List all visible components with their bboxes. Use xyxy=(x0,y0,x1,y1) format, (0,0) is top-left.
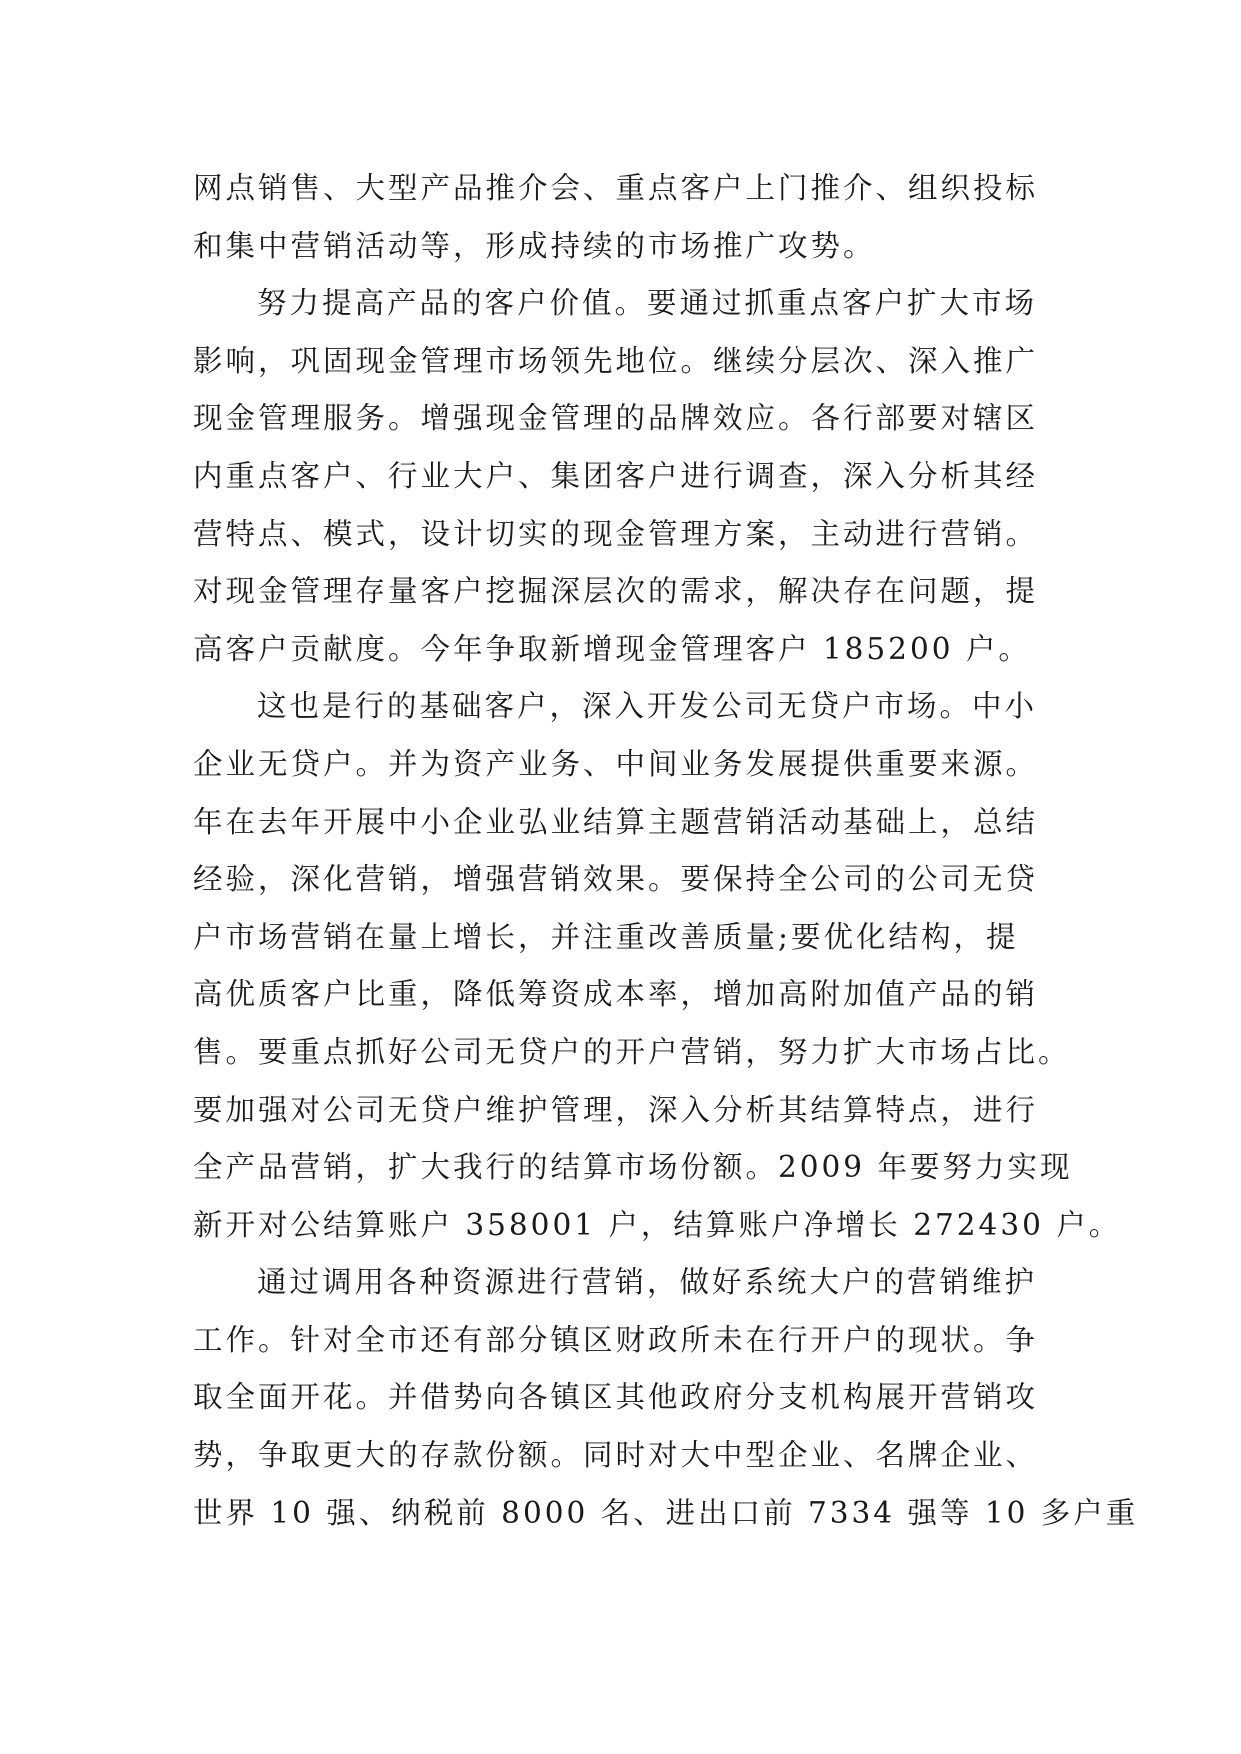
text-line: 全产品营销，扩大我行的结算市场份额。2009 年要努力实现 xyxy=(193,1150,1073,1185)
body-text xyxy=(193,160,1139,1542)
text-line: 户市场营销在量上增长，并注重改善质量;要优化结构，提 xyxy=(193,919,1019,954)
paragraph-start-line: 努力提高产品的客户价值。要通过抓重点客户扩大市场 xyxy=(257,286,1038,321)
text-line: 售。要重点抓好公司无贷户的开户营销，努力扩大市场占比。 xyxy=(193,1034,1071,1069)
text-line: 企业无贷户。并为资产业务、中间业务发展提供重要来源。 xyxy=(193,746,1039,781)
text-line: 年在去年开展中小企业弘业结算主题营销活动基础上，总结 xyxy=(193,804,1039,839)
paragraph-start-line: 通过调用各种资源进行营销，做好系统大户的营销维护 xyxy=(257,1265,1038,1300)
text-line: 世界 10 强、纳税前 8000 名、进出口前 7334 强等 10 多户重 xyxy=(193,1495,1139,1530)
text-line: 影响，巩固现金管理市场领先地位。继续分层次、深入推广 xyxy=(193,343,1039,378)
text-line: 现金管理服务。增强现金管理的品牌效应。各行部要对辖区 xyxy=(193,401,1039,436)
text-line: 经验，深化营销，增强营销效果。要保持全公司的公司无贷 xyxy=(193,862,1039,897)
text-line: 势，争取更大的存款份额。同时对大中型企业、名牌企业、 xyxy=(193,1438,1039,1473)
text-line: 营特点、模式，设计切实的现金管理方案，主动进行营销。 xyxy=(193,516,1039,551)
text-line: 取全面开花。并借势向各镇区其他政府分支机构展开营销攻 xyxy=(193,1380,1039,1415)
text-line: 工作。针对全市还有部分镇区财政所未在行开户的现状。争 xyxy=(193,1322,1039,1357)
text-line: 内重点客户、行业大户、集团客户进行调查，深入分析其经 xyxy=(193,458,1039,493)
text-line: 和集中营销活动等，形成持续的市场推广攻势。 xyxy=(193,228,876,263)
text-line: 新开对公结算账户 358001 户，结算账户净增长 272430 户。 xyxy=(193,1207,1122,1242)
paragraph-start-line: 这也是行的基础客户，深入开发公司无贷户市场。中小 xyxy=(257,689,1038,724)
text-line: 高优质客户比重，降低筹资成本率，增加高附加值产品的销 xyxy=(193,977,1039,1012)
text-line: 高客户贡献度。今年争取新增现金管理客户 185200 户。 xyxy=(193,631,1031,666)
text-line: 要加强对公司无贷户维护管理，深入分析其结算特点，进行 xyxy=(193,1092,1039,1127)
text-line: 对现金管理存量客户挖掘深层次的需求，解决存在问题，提 xyxy=(193,574,1039,609)
text-line: 网点销售、大型产品推介会、重点客户上门推介、组织投标 xyxy=(193,171,1039,205)
